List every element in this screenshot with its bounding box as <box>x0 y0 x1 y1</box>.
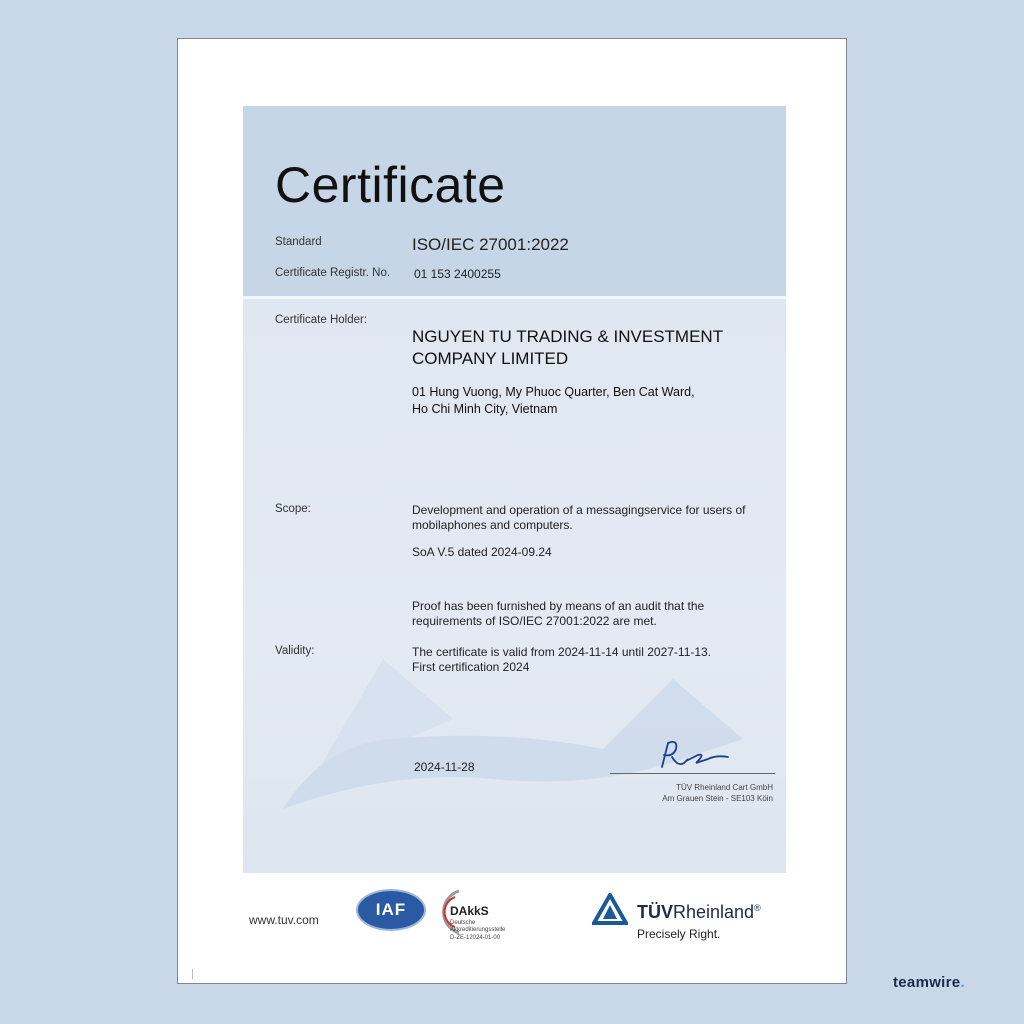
validity-line1: The certificate is valid from 2024-11-14 until 2027-11-13. <box>412 645 712 659</box>
standard-label: Standard <box>275 236 322 248</box>
signature-line <box>610 773 775 774</box>
margin-tick <box>192 969 193 979</box>
dakks-sub1: Deutsche <box>450 920 476 926</box>
tuv-triangle-icon <box>592 893 628 925</box>
dakks-sub3: D-ZE-12024-01-00 <box>450 935 501 941</box>
holder-name-line2: COMPANY LIMITED <box>412 349 569 368</box>
iaf-text: IAF <box>375 900 407 919</box>
tuv-tagline: Precisely Right. <box>637 927 721 941</box>
validity-label: Validity: <box>275 645 315 657</box>
brand-name: teamwire <box>893 974 961 991</box>
certificate-sheet <box>177 38 847 984</box>
dakks-text: DAkkS <box>450 904 489 918</box>
tuv-logo-text <box>637 902 761 923</box>
proof-line2: requirements of ISO/IEC 27001:2022 are met. <box>412 614 657 628</box>
brand-dot: . <box>960 974 965 991</box>
certificate-title: Certificate <box>275 157 506 213</box>
rheinland-text: Rheinland <box>673 902 755 922</box>
holder-name-line1: NGUYEN TU TRADING & INVESTMENT <box>412 327 724 346</box>
footer-url: www.tuv.com <box>249 913 319 927</box>
signature <box>656 737 736 773</box>
scope-line2: mobilaphones and computers. <box>412 518 573 532</box>
brand-logo <box>893 974 965 991</box>
proof-line1: Proof has been furnished by means of an audit that the <box>412 599 705 613</box>
iaf-logo <box>356 889 426 931</box>
address-line2: Ho Chi Minh City, Vietnam <box>412 402 558 416</box>
issuer-line1: TÜV Rheinland Cart GmbH <box>676 783 773 792</box>
tuv-text: TÜV <box>637 902 673 922</box>
registr-label: Certificate Registr. No. <box>275 267 391 279</box>
address-line1: 01 Hung Vuong, My Phuoc Quarter, Ben Cat Ward, <box>412 385 695 399</box>
validity-line2: First certification 2024 <box>412 660 530 674</box>
scope-line1: Development and operation of a messagingservice for users of <box>412 503 746 517</box>
registr-value: 01 153 2400255 <box>414 267 501 281</box>
standard-value: ISO/IEC 27001:2022 <box>412 235 569 254</box>
dakks-sub2: Akkreditierungsstelle <box>450 927 506 933</box>
issuer-line2: Am Grauen Stein - SE103 Köin <box>662 794 773 803</box>
registered-mark: ® <box>754 903 761 913</box>
soa-text: SoA V.5 dated 2024-09.24 <box>412 545 552 559</box>
holder-label: Certificate Holder: <box>275 314 368 326</box>
issue-date: 2024-11-28 <box>414 760 475 774</box>
scope-label: Scope: <box>275 503 311 515</box>
